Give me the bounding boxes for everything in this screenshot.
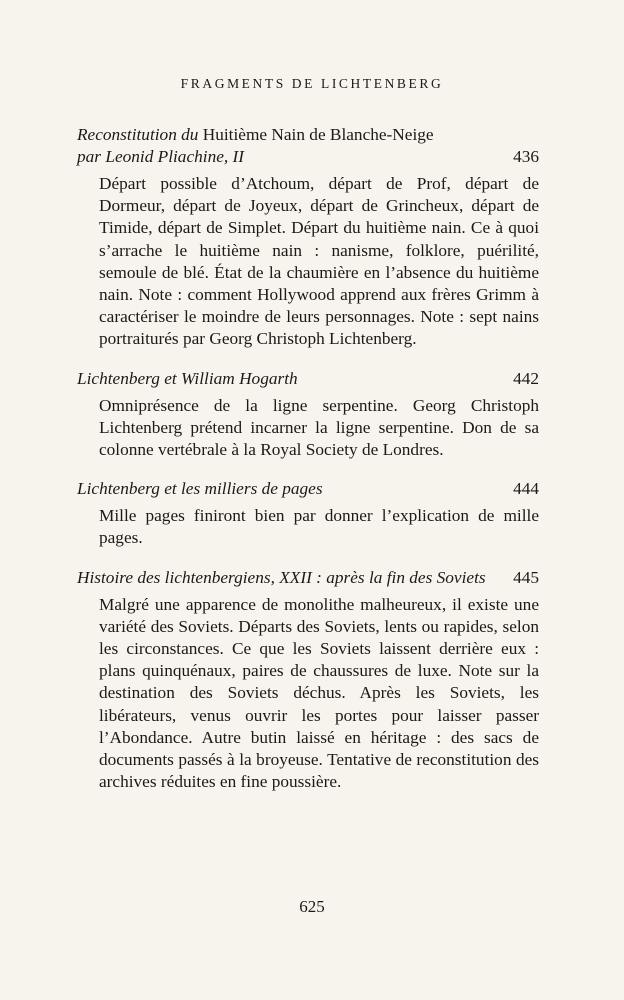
entry-title [77,124,487,168]
running-head: FRAGMENTS DE LICHTENBERG [180,76,444,91]
table-of-contents [77,124,539,810]
entry-title-roman: Huitième Nain de Blanche-Neige [198,125,434,144]
entry-title-text: Lichtenberg et William Hogarth [77,368,298,388]
entry-heading [77,124,539,168]
toc-entry [77,368,539,462]
entry-page-number: 445 [513,567,539,587]
entry-heading [77,567,539,589]
entry-heading [77,368,539,390]
toc-entry [77,124,539,351]
entry-title-line2: par Leonid Pliachine, II [77,147,245,166]
entry-title-text: Lichtenberg et les milliers de pages [77,479,323,499]
entry-summary: Mille pages finiront bien par donner l’explication de mille pages. [99,506,539,548]
entry-page-number: 442 [513,368,539,388]
entry-page-number: 436 [513,147,539,166]
toc-entry [77,567,539,794]
entry-title [77,478,487,500]
entry-page-number: 444 [513,479,539,499]
entry-title-italic: Reconstitution du [77,125,199,144]
entry-heading [77,478,539,500]
entry-title-text: Histoire des lichtenbergiens, XXII : après la fin des Soviets [77,567,486,587]
entry-summary: Malgré une apparence de monolithe malheureux, il existe une variété des Soviets. Départs des Soviets, lents ou rapides, selon les circonstances. Ce que les Soviets laissent derrière eux : plans quinquénaux, paires de chaussures de luxe. Note sur la destination des Soviets déchus. Après les Soviets, les libérateurs, venus ouvrir les portes pour laisser passer l’Abondance. Autre butin laissé en héritage : des sacs de documents passés à la broyeuse. Tentative de reconstitution des archives réduites en fine poussière. [99,594,539,792]
entry-summary: Départ possible d’Atchoum, départ de Prof, départ de Dormeur, départ de Joyeux, départ de Grincheux, départ de Timide, départ de Simplet. Départ du huitième nain. Ce à quoi s’arrache le huitième nain : nanisme, folklore, puérilité, semoule de blé. État de la chaumière en l’absence du huitième nain. Note : comment Hollywood apprend aux frères Grimm à caractériser le moindre de leurs personnages. Note : sept nains portraiturés par Georg Christoph Lichtenberg. [99,174,539,349]
entry-summary: Omniprésence de la ligne serpentine. Georg Christoph Lichtenberg prétend incarner la ligne serpentine. Don de sa colonne vertébrale à la Royal Society de Londres. [99,395,539,460]
page-number: 625 [299,897,325,916]
toc-entry [77,478,539,549]
entry-title [77,368,487,390]
entry-title [77,567,507,589]
